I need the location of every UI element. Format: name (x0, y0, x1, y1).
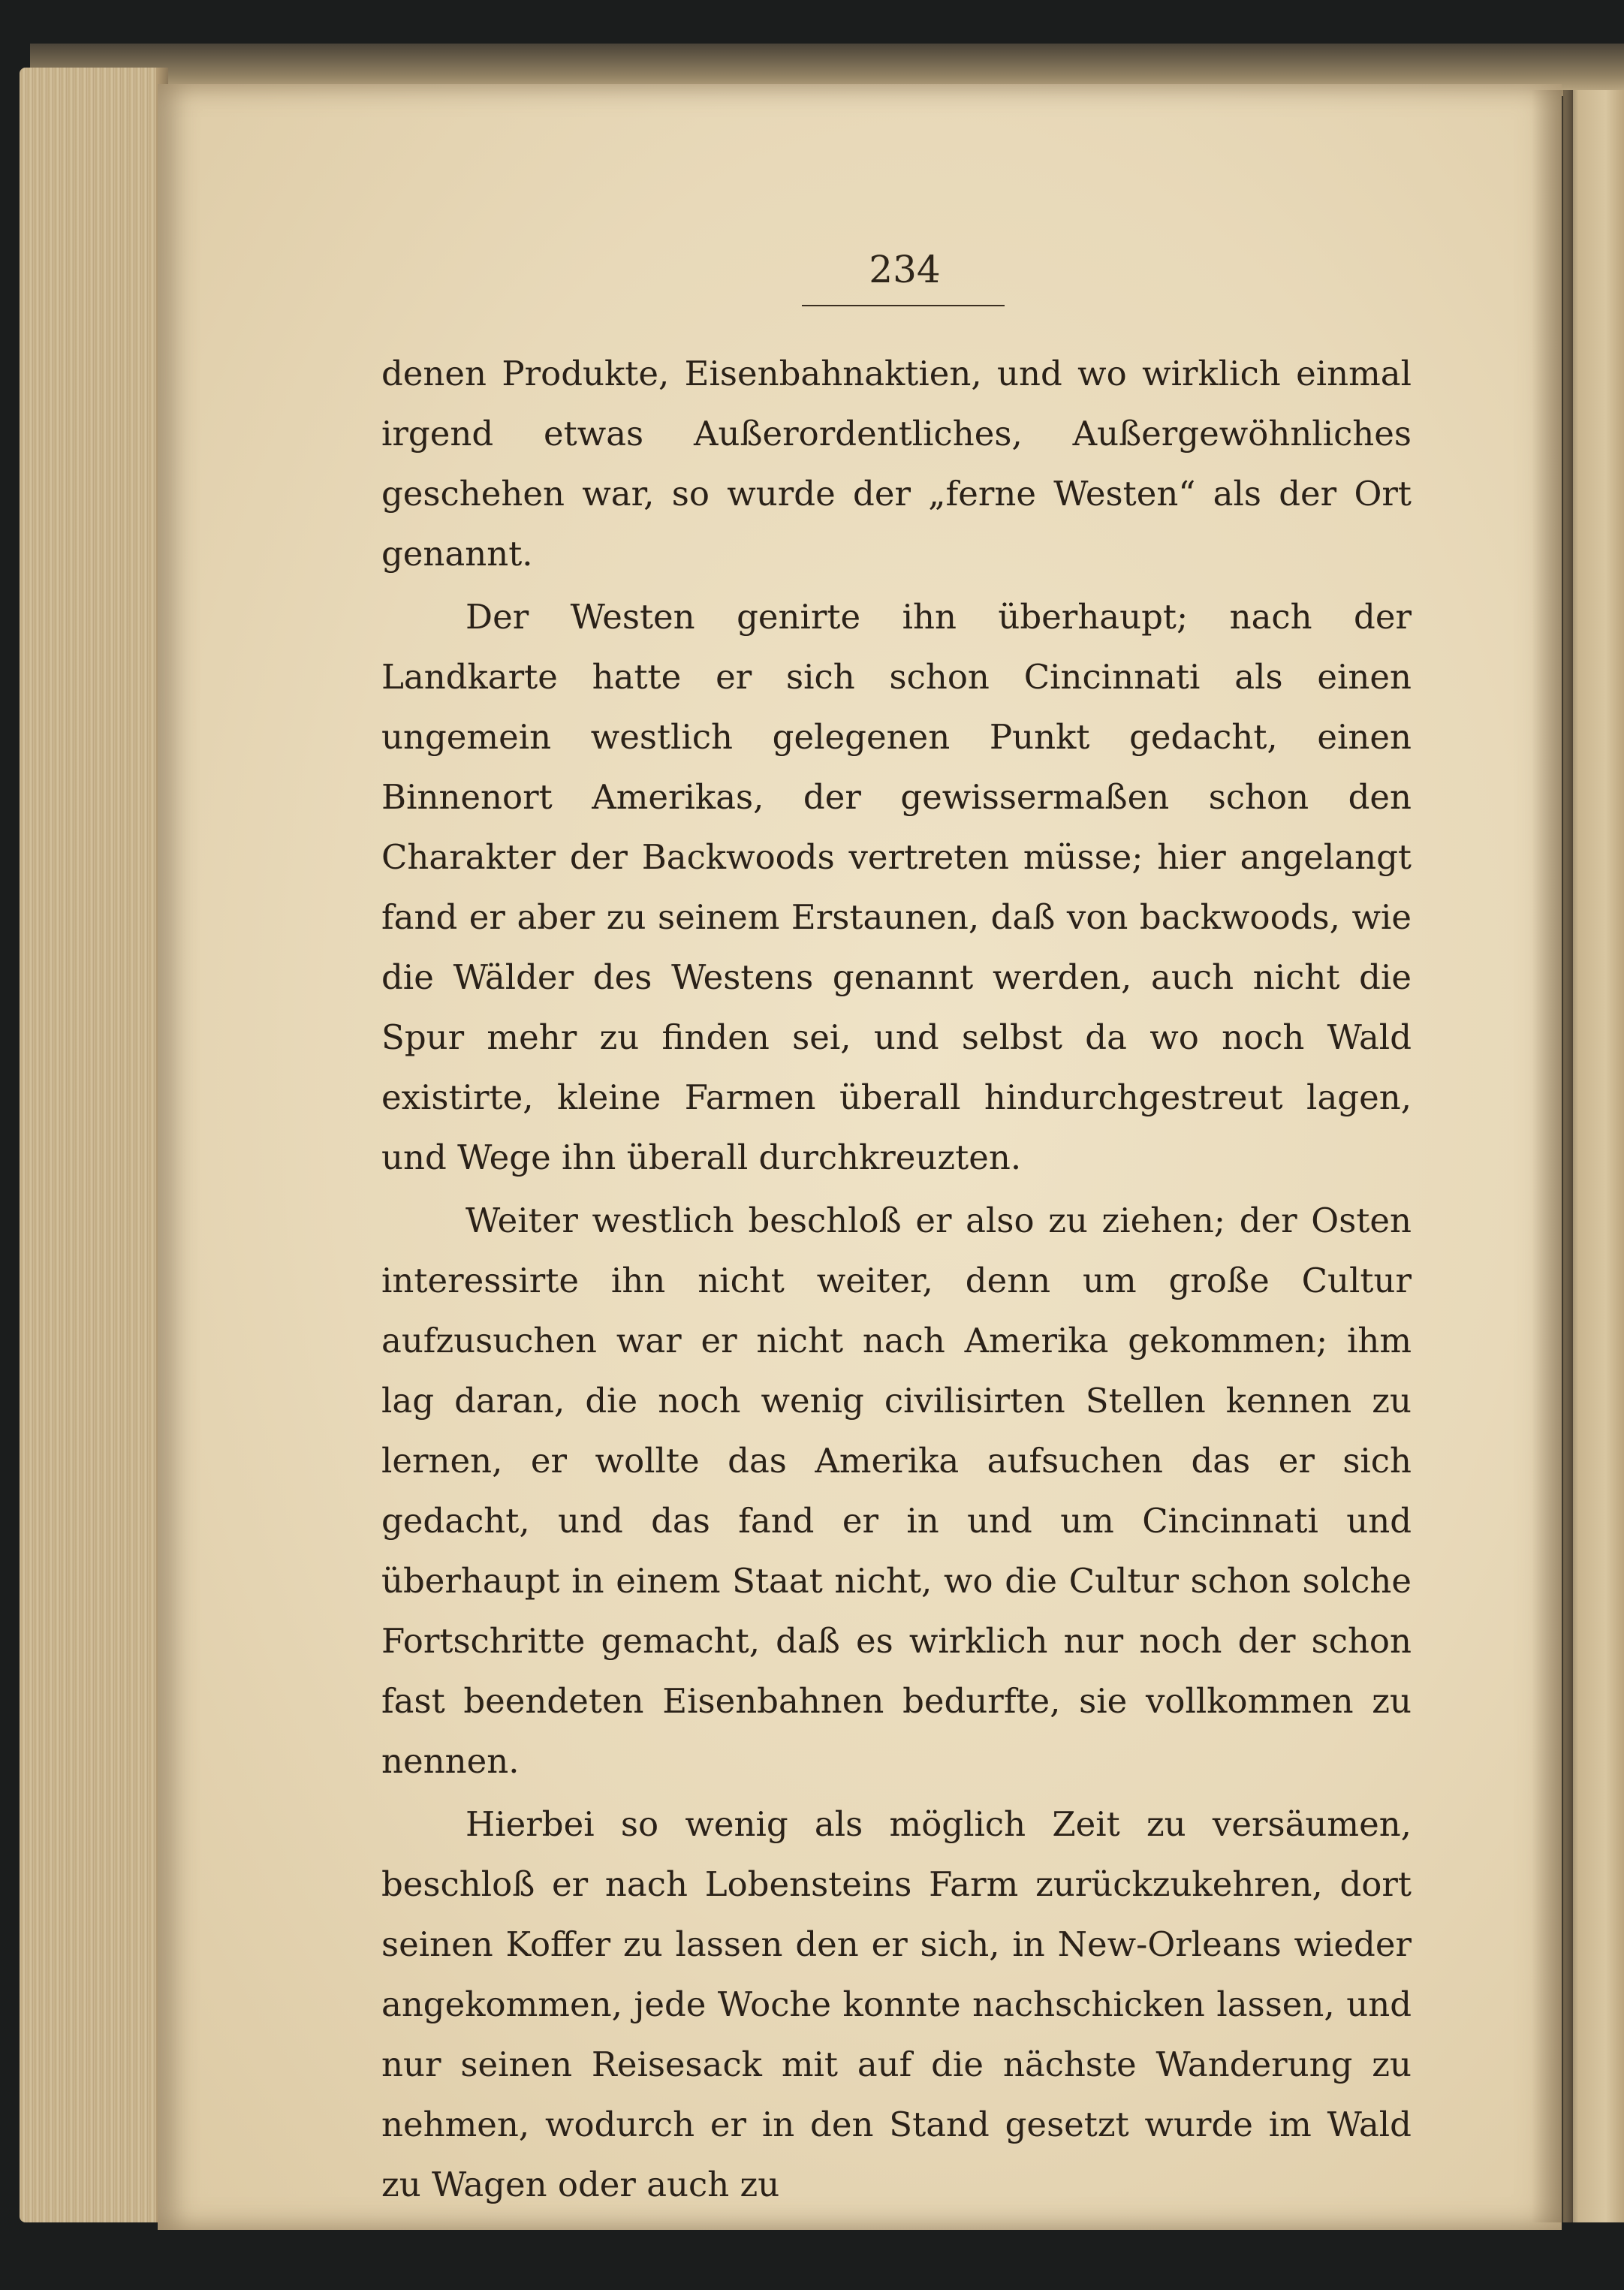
paragraph-2: Der Westen genirte ihn überhaupt; nach der Landkarte hatte er sich schon Cincinnati als einen ungemein westlich gelegenen Punkt gedacht, einen Binnenort Amerikas, der gewissermaßen schon den Charakter der Backwoods vertreten müsse; hier angelangt fand er aber zu seinem Erstaunen, daß von backwoods, wie die Wälder des Westens genannt werden, auch nicht die Spur mehr zu finden sei, und selbst da wo noch Wald existirte, kleine Farmen überall hindurchgestreut lagen, und Wege ihn überall durchkreuzten. (381, 597, 1412, 1177)
paragraph-4: Hierbei so wenig als möglich Zeit zu versäumen, beschloß er nach Lobensteins Farm zurückzukehren, dort seinen Koffer zu lassen den er sich, in New-Orleans wieder angekommen, jede Woche konnte nachschicken lassen, und nur seinen Reisesack mit auf die nächste Wanderung zu nehmen, wodurch er in den Stand gesetzt wurde im Wald zu Wagen oder auch zu (381, 1804, 1412, 2204)
page-gutter (1532, 90, 1573, 2222)
page-number: 234 (869, 248, 941, 291)
paragraph-1: denen Produkte, Eisenbahnaktien, und wo wirklich einmal irgend etwas Außerordentliches, Außergewöhnliches geschehen war, so wurde der „ferne Westen“ als der Ort genannt. (381, 354, 1412, 574)
header-rule (802, 305, 1005, 306)
paragraph-3: Weiter westlich beschloß er also zu ziehen; der Osten interessirte ihn nicht weiter, denn um große Cultur aufzusuchen war er nicht nach Amerika gekommen; ihm lag daran, die noch wenig civilisirten Stellen kennen zu lernen, er wollte das Amerika aufsuchen das er sich gedacht, und das fand er in und um Cincinnati und überhaupt in einem Staat nicht, wo die Cultur schon solche Fortschritte gemacht, daß es wirklich nur noch der schon fast beendeten Eisenbahnen bedurfte, sie vollkommen zu nennen. (381, 1201, 1412, 1781)
page-edges (20, 68, 162, 2222)
body-text (381, 344, 1412, 2218)
